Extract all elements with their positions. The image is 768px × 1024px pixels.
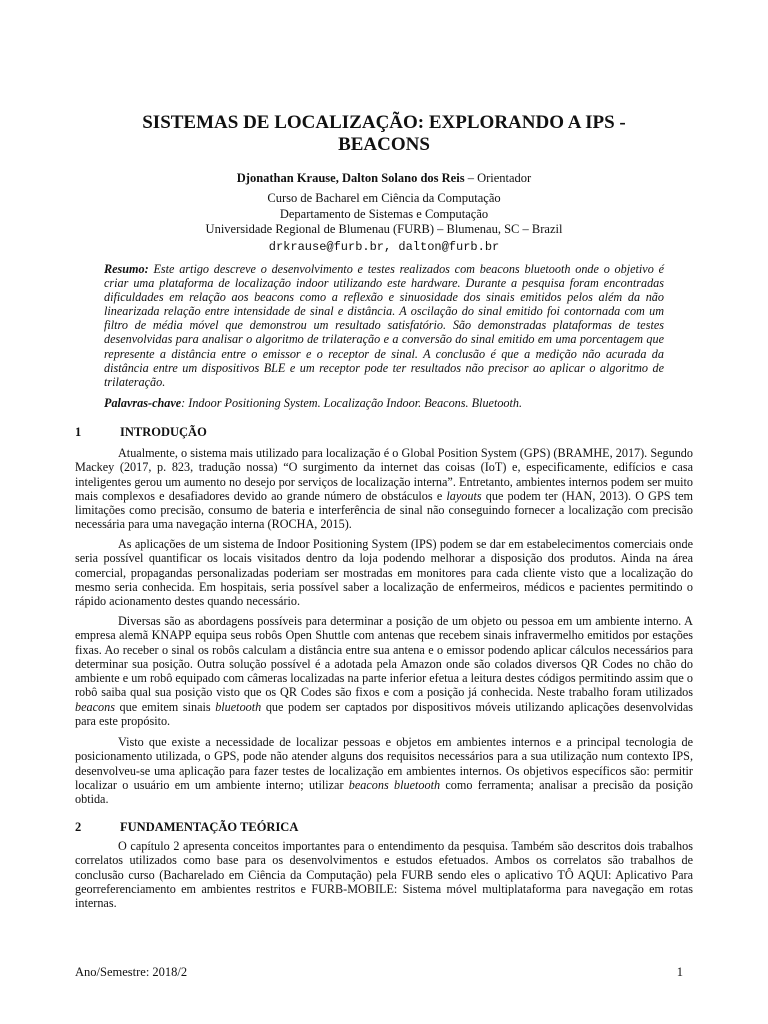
text-run: Atualmente, o sistema mais utilizado para localização é o Global Position System (GPS) (BRAMHE, 2017). Segundo Mackey (2017, p. 823, tradução nossa) “O surgimento da internet das coisas (IoT) e, especificamente, edifícios e casa inteligentes gerou um aumento no desejo por serviços de localização interna”. Entretanto, ambientes internos podem ser muito mais complexos e desafiadores devido ao grande número de obstáculos e bbox=[75, 446, 693, 503]
keywords-label: Palavras-chave bbox=[104, 396, 182, 410]
abstract-label: Resumo: bbox=[104, 262, 149, 276]
abstract-text: Este artigo descreve o desenvolvimento e testes realizados com beacons bluetooth onde o objetivo é criar uma plataforma de localização indoor utilizando este hardware. Durante a pesquisa foram encontradas dificuldades em relação aos beacons como a reflexão e sinuosidade dos sinais emitidos pelos além da não linearizada relação entre intensidade de sinal e distância. A oscilação do sinal emitido foi contornada com um filtro de média móvel que demonstrou um resultado satisfatório. São demonstradas plataformas de testes desenvolvidas para analisar o algoritmo de trilateração e a conversão do sinal emitido em uma porcentagem que represente a distância entre o emissor e o receptor de sinal. A conclusão é que a medição não acurada da distância entre um dispositivos BLE e um receptor pode ter resultados não precisor ao aplicar o algoritmo de trilateração. bbox=[104, 262, 664, 389]
paragraph bbox=[75, 446, 693, 532]
university-line: Universidade Regional de Blumenau (FURB) – Blumenau, SC – Brazil bbox=[205, 222, 563, 236]
paragraph: O capítulo 2 apresenta conceitos importantes para o entendimento da pesquisa. Também são descritos dois trabalhos correlatos utilizados como base para os desenvolvimentos e estudos efetuados. Ambos os correlatos são trabalhos de conclusão curso (Bacharelado em Ciência da Computação) pela FURB sendo eles o aplicativo TÔ AQUI: Aplicativo Para georreferenciamento em ambientes restritos e FURB-MOBILE: Sistema móvel multiplataforma para navegação em rotas internas. bbox=[75, 839, 693, 911]
section-title: FUNDAMENTAÇÃO TEÓRICA bbox=[120, 820, 299, 834]
page-number: 1 bbox=[676, 965, 683, 979]
text-run: como ferramenta; analisar a precisão da posição obtida. bbox=[75, 777, 693, 807]
text-run-italic: layouts bbox=[446, 488, 482, 503]
paper-title: SISTEMAS DE LOCALIZAÇÃO: EXPLORANDO A IPS - BEACONS bbox=[142, 112, 626, 155]
keywords bbox=[104, 396, 664, 411]
abstract bbox=[104, 262, 664, 389]
keywords-text: : Indoor Positioning System. Localização Indoor. Beacons. Bluetooth. bbox=[181, 396, 523, 410]
section-heading-2 bbox=[75, 820, 298, 835]
section-number: 1 bbox=[75, 425, 82, 439]
section-title: INTRODUÇÃO bbox=[120, 425, 207, 439]
text-run: que podem ter (HAN, 2013). O GPS tem limitações como precisão, consumo de bateria e interferência de sinal não conseguindo fornecer a localização com precisão necessária para uma navegação interna (ROCHA, 2015). bbox=[75, 488, 693, 532]
paragraph bbox=[75, 735, 693, 806]
author-line bbox=[75, 170, 693, 186]
paragraph: As aplicações de um sistema de Indoor Positioning System (IPS) podem se dar em estabelecimentos comerciais onde seria possível quantificar os locais visitados dentro da loja podendo melhorar a disposição dos produtos. Ainda na área comercial, propagandas personalizadas poderiam ser mostradas em monitores para cada cliente visto que a localização do mesmo seria conhecida. Em hospitais, seria possível saber a localização de enfermeiros, médicos e pacientes permitindo o rápido acionamento destes quando necessário. bbox=[75, 537, 693, 609]
text-run-italic: beacons bluetooth bbox=[348, 777, 441, 792]
text-run: Visto que existe a necessidade de localizar pessoas e objetos em ambientes internos e a principal tecnologia de posicionamento utilizada, o GPS, pode não atender alguns dos requisitos necessários para a sua utilização num contexto IPS, desenvolveu-se uma aplicação para fazer testes de localização em ambientes internos. Os objetivos específicos são: permitir localizar o usuário em um ambiente interno; utilizar bbox=[75, 735, 693, 792]
author-emails: drkrause@furb.br, dalton@furb.br bbox=[268, 240, 500, 254]
paragraph bbox=[75, 614, 693, 728]
text-run-italic: beacons bbox=[75, 699, 115, 714]
section-heading-1 bbox=[75, 425, 207, 440]
author-role: – Orientador bbox=[464, 171, 532, 185]
author-names: Djonathan Krause, Dalton Solano dos Reis bbox=[236, 171, 465, 185]
text-run: Diversas são as abordagens possíveis para determinar a posição de um objeto ou pessoa em um ambiente interno. A empresa alemã KNAPP equipa seus robôs Open Shuttle com antenas que recebem sinais infravermelho emitidos por estações fixas. Ao receber o sinal os robôs calculam a distância entre sua antena e o emissor podendo aplicar cálculos necessários para determinar sua posição. Outra solução possível é a adotada pela Amazon onde são colados diversos QR Codes no chão do ambiente e um robô equipado com câmeras localizadas na parte inferior efetua a leitura destes códigos permitindo assim que o robô saiba qual sua posição visto que os QR Codes são fixos e com a posição já conhecida. Neste trabalho foram utilizados bbox=[75, 614, 693, 700]
text-run: que emitem sinais bbox=[114, 699, 216, 714]
department-line: Departamento de Sistemas e Computação bbox=[279, 206, 489, 221]
text-run-italic: bluetooth bbox=[215, 699, 262, 714]
section-number: 2 bbox=[75, 820, 82, 834]
course-line: Curso de Bacharel em Ciência da Computação bbox=[267, 191, 501, 205]
text-run: que podem ser captados por dispositivos móveis utilizando aplicações desenvolvidas para este propósito. bbox=[75, 699, 693, 729]
semester-label: Ano/Semestre: 2018/2 bbox=[75, 965, 188, 979]
page-footer bbox=[75, 965, 693, 980]
affiliation-block bbox=[75, 191, 693, 238]
